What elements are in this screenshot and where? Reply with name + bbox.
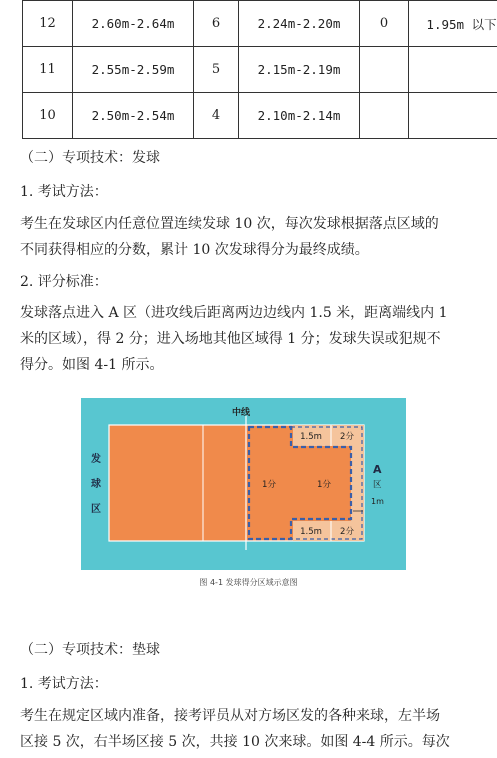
table-row <box>23 1 497 47</box>
dig-method-line: 考生在规定区域内准备，接考评员从对方场区发的各种来球，左半场 <box>20 708 440 724</box>
top-dimension: 1.5m <box>300 432 322 442</box>
table-cell: 2.55m-2.59m <box>73 47 194 93</box>
serve-zone-char: 发 <box>91 454 101 465</box>
serve-zone-char: 球 <box>91 479 101 490</box>
table-cell <box>409 47 497 93</box>
serve-criteria-title: 2. 评分标准： <box>20 274 108 290</box>
zone-a-char: 区 <box>373 480 382 490</box>
table-cell: 0 <box>360 1 409 47</box>
table-cell: 2.15m-2.19m <box>239 47 360 93</box>
bottom-dimension: 1.5m <box>300 527 322 537</box>
score-label-2: 2分 <box>340 432 354 442</box>
serve-method-line: 考生在发球区内任意位置连续发球 10 次，每次发球根据落点区域的 <box>20 216 439 232</box>
dig-method-line: 区接 5 次，右半场区接 5 次，共接 10 次来球。如图 4-4 所示。每次 <box>20 734 450 750</box>
table-row <box>23 47 497 93</box>
table-cell: 10 <box>23 93 73 139</box>
serve-criteria-line: 米的区域），得 2 分；进入场地其他区域得 1 分；发球失误或犯规不 <box>20 331 441 347</box>
table-cell: 4 <box>194 93 239 139</box>
serve-scoring-diagram <box>81 398 406 570</box>
table-cell <box>360 47 409 93</box>
score-table <box>22 0 497 139</box>
table-cell <box>409 93 497 139</box>
center-line-label: 中线 <box>231 408 251 418</box>
table-cell: 2.10m-2.14m <box>239 93 360 139</box>
dig-method-title: 1. 考试方法： <box>20 676 108 692</box>
serve-zone-char: 区 <box>91 504 101 515</box>
serve-heading: （二）专项技术：发球 <box>20 150 160 166</box>
serve-criteria-line: 得分。如图 4-1 所示。 <box>20 357 164 373</box>
table-row <box>23 93 497 139</box>
table-cell: 2.60m-2.64m <box>73 1 194 47</box>
zone-a-letter: A <box>373 463 382 476</box>
serve-method-title: 1. 考试方法： <box>20 184 108 200</box>
table-cell <box>360 93 409 139</box>
serve-method-line: 不同获得相应的分数，累计 10 次发球得分为最终成绩。 <box>20 242 369 258</box>
figure-caption: 图 4-1 发球得分区域示意图 <box>199 578 298 587</box>
score-label-1: 1分 <box>317 480 331 490</box>
table-cell: 11 <box>23 47 73 93</box>
score-label-1: 1分 <box>262 480 276 490</box>
serve-criteria-line: 发球落点进入 A 区（进攻线后距离两边边线内 1.5 米，距离端线内 1 <box>20 305 448 321</box>
table-cell: 2.50m-2.54m <box>73 93 194 139</box>
table-cell: 2.24m-2.20m <box>239 1 360 47</box>
dig-heading: （二）专项技术：垫球 <box>20 642 160 658</box>
table-cell: 1.95m 以下 <box>409 1 497 47</box>
depth-dimension: 1m <box>371 497 384 506</box>
table-cell: 12 <box>23 1 73 47</box>
table-cell: 6 <box>194 1 239 47</box>
score-label-2: 2分 <box>340 527 354 537</box>
table-cell: 5 <box>194 47 239 93</box>
